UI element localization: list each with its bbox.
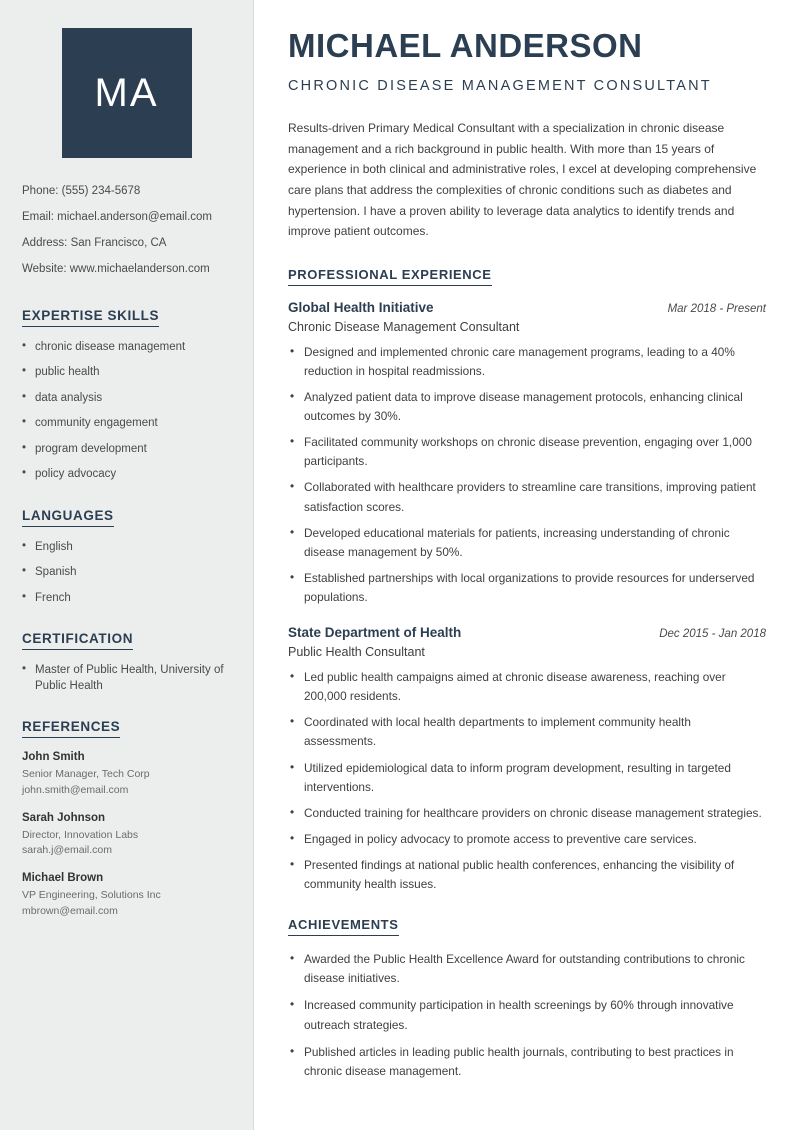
list-item: [22, 812, 231, 858]
list-item: • Utilized epidemiological data to inform program development, resulting in targeted interventions.: [288, 759, 766, 797]
list-item: • Increased community participation in health screenings by 60% through innovative outreach strategies.: [288, 996, 766, 1034]
experience-organization: Global Health Initiative: [288, 299, 434, 315]
list-item: • Collaborated with healthcare providers to streamline care transitions, improving patient satisfaction scores.: [288, 478, 766, 516]
experience-bullets: [288, 343, 766, 607]
reference-name: Michael Brown: [22, 872, 104, 885]
list-item: • public health: [22, 365, 231, 381]
contact-list: [22, 184, 231, 277]
certification-section: [22, 630, 231, 694]
experience-section: [288, 266, 766, 894]
list-item: [22, 751, 231, 797]
reference-role: Senior Manager, Tech Corp: [22, 768, 150, 781]
job-title-subheading: CHRONIC DISEASE MANAGEMENT CONSULTANT: [288, 78, 712, 95]
experience-role: Public Health Consultant: [288, 645, 425, 660]
experience-dates: Dec 2015 - Jan 2018: [659, 628, 766, 641]
list-item: • policy advocacy: [22, 467, 231, 483]
references-section: [22, 718, 231, 918]
reference-name: Sarah Johnson: [22, 811, 106, 824]
list-item: • Designed and implemented chronic care management programs, leading to a 40% reduction in hospital readmissions.: [288, 343, 766, 381]
contact-address: Address: San Francisco, CA: [22, 236, 167, 249]
experience-dates: Mar 2018 - Present: [667, 302, 766, 315]
list-item: • Established partnerships with local organizations to provide resources for underserved populations.: [288, 569, 766, 607]
list-item: • chronic disease management: [22, 340, 231, 356]
experience-entry: [288, 300, 766, 607]
page-title: MICHAEL ANDERSON: [288, 27, 643, 64]
list-item: • Awarded the Public Health Excellence Award for outstanding contributions to chronic disease initiatives.: [288, 950, 766, 988]
experience-bullets: [288, 668, 766, 894]
reference-role: VP Engineering, Solutions Inc: [22, 889, 161, 902]
contact-website: Website: www.michaelanderson.com: [22, 262, 210, 275]
list-item: • Engaged in policy advocacy to promote access to preventive care services.: [288, 830, 766, 849]
list-item: • French: [22, 591, 231, 607]
languages-heading: LANGUAGES: [22, 508, 114, 527]
certification-list: [22, 663, 231, 694]
list-item: • Facilitated community workshops on chronic disease prevention, engaging over 1,000 participants.: [288, 433, 766, 471]
main-content: [254, 0, 800, 1130]
list-item: • data analysis: [22, 391, 231, 407]
reference-role: Director, Innovation Labs: [22, 828, 139, 841]
list-item: • Spanish: [22, 565, 231, 581]
experience-header: [288, 625, 766, 640]
monogram-container: [22, 28, 231, 158]
list-item: • community engagement: [22, 416, 231, 432]
list-item: • Conducted training for healthcare providers on chronic disease management strategies.: [288, 804, 766, 823]
list-item: • Developed educational materials for patients, increasing understanding of chronic disease management by 50%.: [288, 524, 766, 562]
list-item: • Master of Public Health, University of Public Health: [22, 663, 231, 694]
languages-section: [22, 507, 231, 607]
certification-heading: CERTIFICATION: [22, 631, 133, 650]
reference-email: sarah.j@email.com: [22, 844, 113, 857]
expertise-skills-section: [22, 307, 231, 483]
experience-entry: [288, 625, 766, 894]
list-item: • Analyzed patient data to improve disease management protocols, enhancing clinical outcomes by 30%.: [288, 388, 766, 426]
list-item: • program development: [22, 442, 231, 458]
achievements-heading: ACHIEVEMENTS: [288, 917, 399, 936]
contact-phone: Phone: (555) 234-5678: [22, 185, 141, 197]
professional-summary: Results-driven Primary Medical Consultant with a specialization in chronic disease management and a rich background in public health. With more than 15 years of experience in both clinical and administrative roles, I excel at developing comprehensive care plans that address the complexities of chronic conditions such as diabetes and hypertension. I have a proven ability to leverage data analytics to identify trends and improve patient outcomes.: [288, 121, 757, 239]
achievements-section: [288, 916, 766, 1081]
list-item: [22, 872, 231, 918]
experience-role: Chronic Disease Management Consultant: [288, 319, 520, 334]
experience-organization: State Department of Health: [288, 625, 462, 641]
sidebar: [0, 0, 254, 1130]
professional-experience-heading: PROFESSIONAL EXPERIENCE: [288, 267, 492, 286]
reference-email: mbrown@email.com: [22, 904, 118, 917]
experience-header: [288, 300, 766, 315]
contact-email: Email: michael.anderson@email.com: [22, 210, 212, 223]
list-item: • English: [22, 540, 231, 556]
languages-list: [22, 540, 231, 607]
expertise-skills-heading: EXPERTISE SKILLS: [22, 308, 159, 327]
achievements-list: [288, 950, 766, 1081]
list-item: • Coordinated with local health departments to implement community health assessments.: [288, 713, 766, 751]
expertise-skills-list: [22, 340, 231, 483]
reference-email: john.smith@email.com: [22, 783, 129, 796]
reference-name: John Smith: [22, 751, 85, 764]
list-item: • Led public health campaigns aimed at chronic disease awareness, reaching over 200,000 residents.: [288, 668, 766, 706]
list-item: • Published articles in leading public health journals, contributing to best practices in chronic disease management.: [288, 1043, 766, 1081]
references-heading: REFERENCES: [22, 719, 120, 738]
avatar-monogram: MA: [62, 28, 192, 158]
list-item: • Presented findings at national public health conferences, enhancing the visibility of community health issues.: [288, 856, 766, 894]
